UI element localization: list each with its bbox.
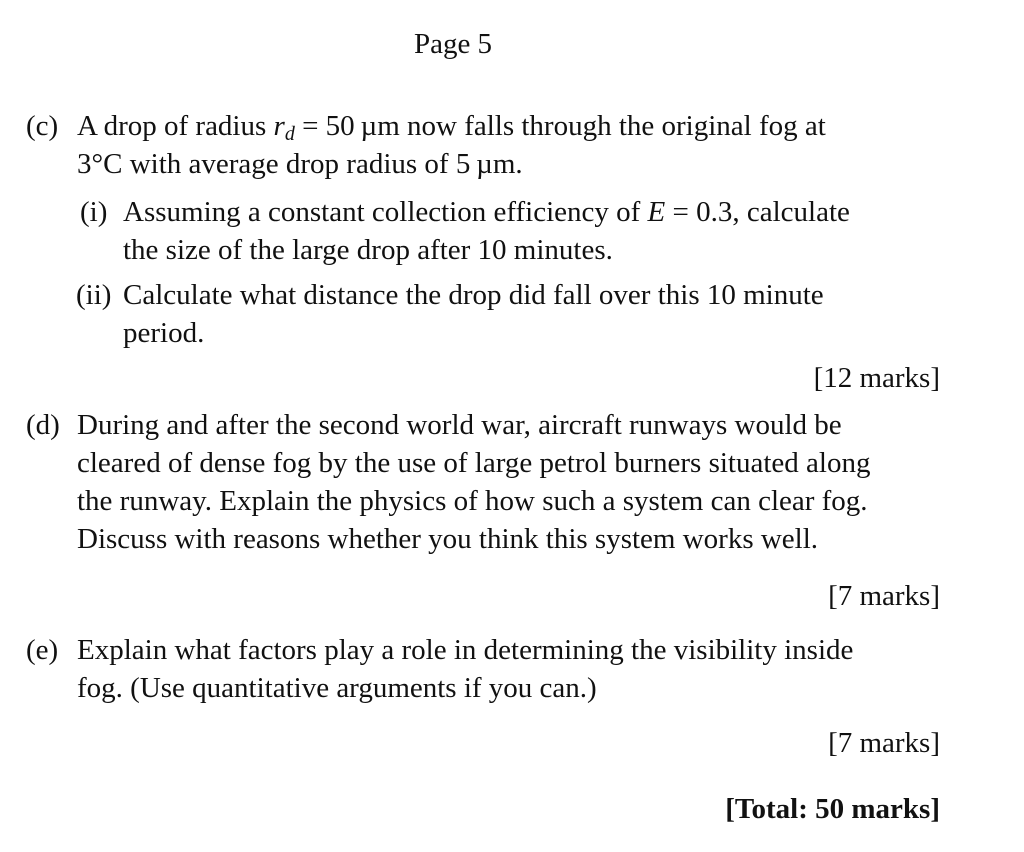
question-c-line-1 (77, 107, 826, 145)
question-c-i-line-2: the size of the large drop after 10 minutes. (123, 234, 613, 266)
question-c-ii-line-1: Calculate what distance the drop did fall over this 10 minute (123, 279, 824, 311)
question-d-text (77, 406, 870, 558)
question-c-text (77, 107, 826, 183)
efficiency-variable: E (647, 196, 666, 228)
question-e-line-2: fog. (Use quantitative arguments if you can.) (77, 672, 597, 704)
radius-symbol: r (273, 110, 285, 142)
question-c-ii-label: (ii) (76, 279, 112, 311)
question-c-line-2: 3°C with average drop radius of 5 µm. (77, 148, 523, 180)
total-marks: [Total: 50 marks] (725, 793, 940, 825)
question-d-line-4: Discuss with reasons whether you think this system works well. (77, 523, 819, 555)
question-d-line-2: cleared of dense fog by the use of large petrol burners situated along (77, 447, 871, 479)
radius-subscript: d (284, 123, 295, 145)
question-c-label: (c) (26, 110, 59, 142)
question-c-ii-line-2: period. (123, 317, 205, 349)
radius-variable (273, 110, 295, 145)
question-d-line-1: During and after the second world war, aircraft runways would be (77, 409, 842, 441)
question-c-i-label: (i) (80, 196, 108, 228)
page-number: Page 5 (413, 28, 493, 60)
question-c-i-text (123, 193, 850, 269)
question-d-label: (d) (26, 409, 60, 441)
question-c-marks: [12 marks] (813, 362, 940, 394)
question-c-line-1-pre: A drop of radius (77, 110, 274, 142)
question-e-line-1: Explain what factors play a role in determining the visibility inside (77, 634, 854, 666)
question-c-i-line-1-pre: Assuming a constant collection efficiency of (123, 196, 648, 228)
question-c-i-line-1-post: = 0.3, calculate (665, 196, 850, 228)
question-e-marks: [7 marks] (828, 727, 940, 759)
question-d-marks: [7 marks] (828, 580, 940, 612)
question-e-text (77, 631, 853, 707)
question-c-ii-text (123, 276, 824, 352)
question-d-line-3: the runway. Explain the physics of how such a system can clear fog. (77, 485, 868, 517)
question-e-label: (e) (26, 634, 59, 666)
question-c-line-1-post: = 50 µm now falls through the original fog at (294, 110, 826, 142)
question-c-i-line-1 (123, 193, 850, 231)
